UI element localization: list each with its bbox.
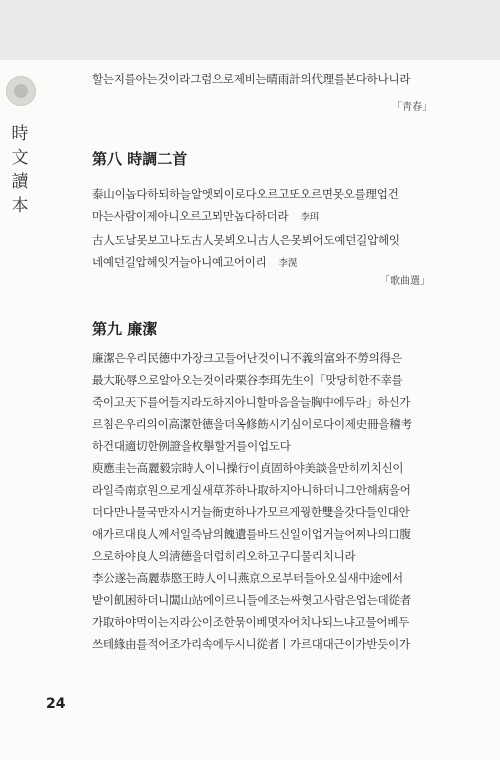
running-title: 時文讀本 (11, 124, 29, 216)
text-line: 라일즉南京원으로게실새草芥하나取하지아니하더니그안해病을어 (92, 483, 411, 497)
text-line: 죽이고天下를어들지라도하지아니할마음을늘胸中에두라」하신가 (92, 395, 411, 409)
text-line: 庾應圭는高麗毅宗時人이니操行이貞固하야美談을만히끼치신이 (92, 461, 404, 475)
text-line: 가取하야먹이는지라公이조한묶이베몃자어치나되느냐고물어베두 (92, 615, 410, 629)
page-number: 24 (46, 696, 66, 712)
text-line: 하건대適切한例證을枚擧할거를이업도다 (92, 439, 291, 453)
text-line: 더다만나물국만자시거늘衙吏하나가모르게꿩한雙을갓다들인대안 (92, 505, 410, 519)
text-line: 廉潔은우리民德中가장크고들어난것이니不義의富와不勞의得은 (92, 351, 402, 365)
section8-source: 「歌曲選」 (380, 276, 430, 287)
poem-line: 古人도날못보고나도古人못뵈오니古人은못뵈어도예던길압헤잇 (92, 233, 400, 247)
intro-paragraph (92, 68, 449, 90)
poem-author: 李滉 (278, 258, 298, 269)
text-line: 으로하야良人의淸德을더럽히리오하고구디물리치니라 (92, 549, 356, 563)
section-heading-8: 第八 時調二首 (92, 150, 188, 168)
text-line: 할는지를아는것이라그럼으로제비는晴雨計의代理를본다하나니라 (92, 72, 411, 86)
poem-line: 泰山이놉다하되하늘알엣뫼이로다오르고또오르면못오를理업건 (92, 187, 399, 201)
poem-author: 李珥 (300, 212, 319, 223)
poem-text: 마는사람이제아니오르고뫼만놉다하더라 (92, 209, 289, 223)
poem-line (92, 205, 449, 229)
poem-text: 네예던길압헤잇거늘아니예고어이리 (92, 255, 267, 269)
text-line: 르침은우리의이高潔한德을더옥修飭시기심이로다이제史冊을稽考 (92, 417, 412, 431)
intro-source: 「靑春」 (392, 102, 432, 113)
text-line: 李公遂는高麗恭愍王時人이니燕京으로부터들아오실새中途에서 (92, 571, 403, 585)
scan-margin-top (0, 0, 500, 60)
text-line: 쓰테緣由를적어조가리속에두시니從者ㅣ가르대대근이가반듯이가 (92, 637, 410, 651)
poem-block (92, 183, 449, 275)
section9-body (92, 347, 449, 655)
text-line: 밭이飢困하더니闆山站에이르니들에조는싸혓고사람은업는데從者 (92, 593, 412, 607)
book-seal-icon (6, 76, 36, 106)
text-line: 애가르대良人께서일즉남의餽遺를바드신일이업거늘어찌나의口腹 (92, 527, 411, 541)
text-line: 最大恥辱으로알아오는것이라栗谷李珥先生이「맛당히한不幸를 (92, 373, 403, 387)
section-heading-9: 第九 廉潔 (92, 320, 158, 338)
